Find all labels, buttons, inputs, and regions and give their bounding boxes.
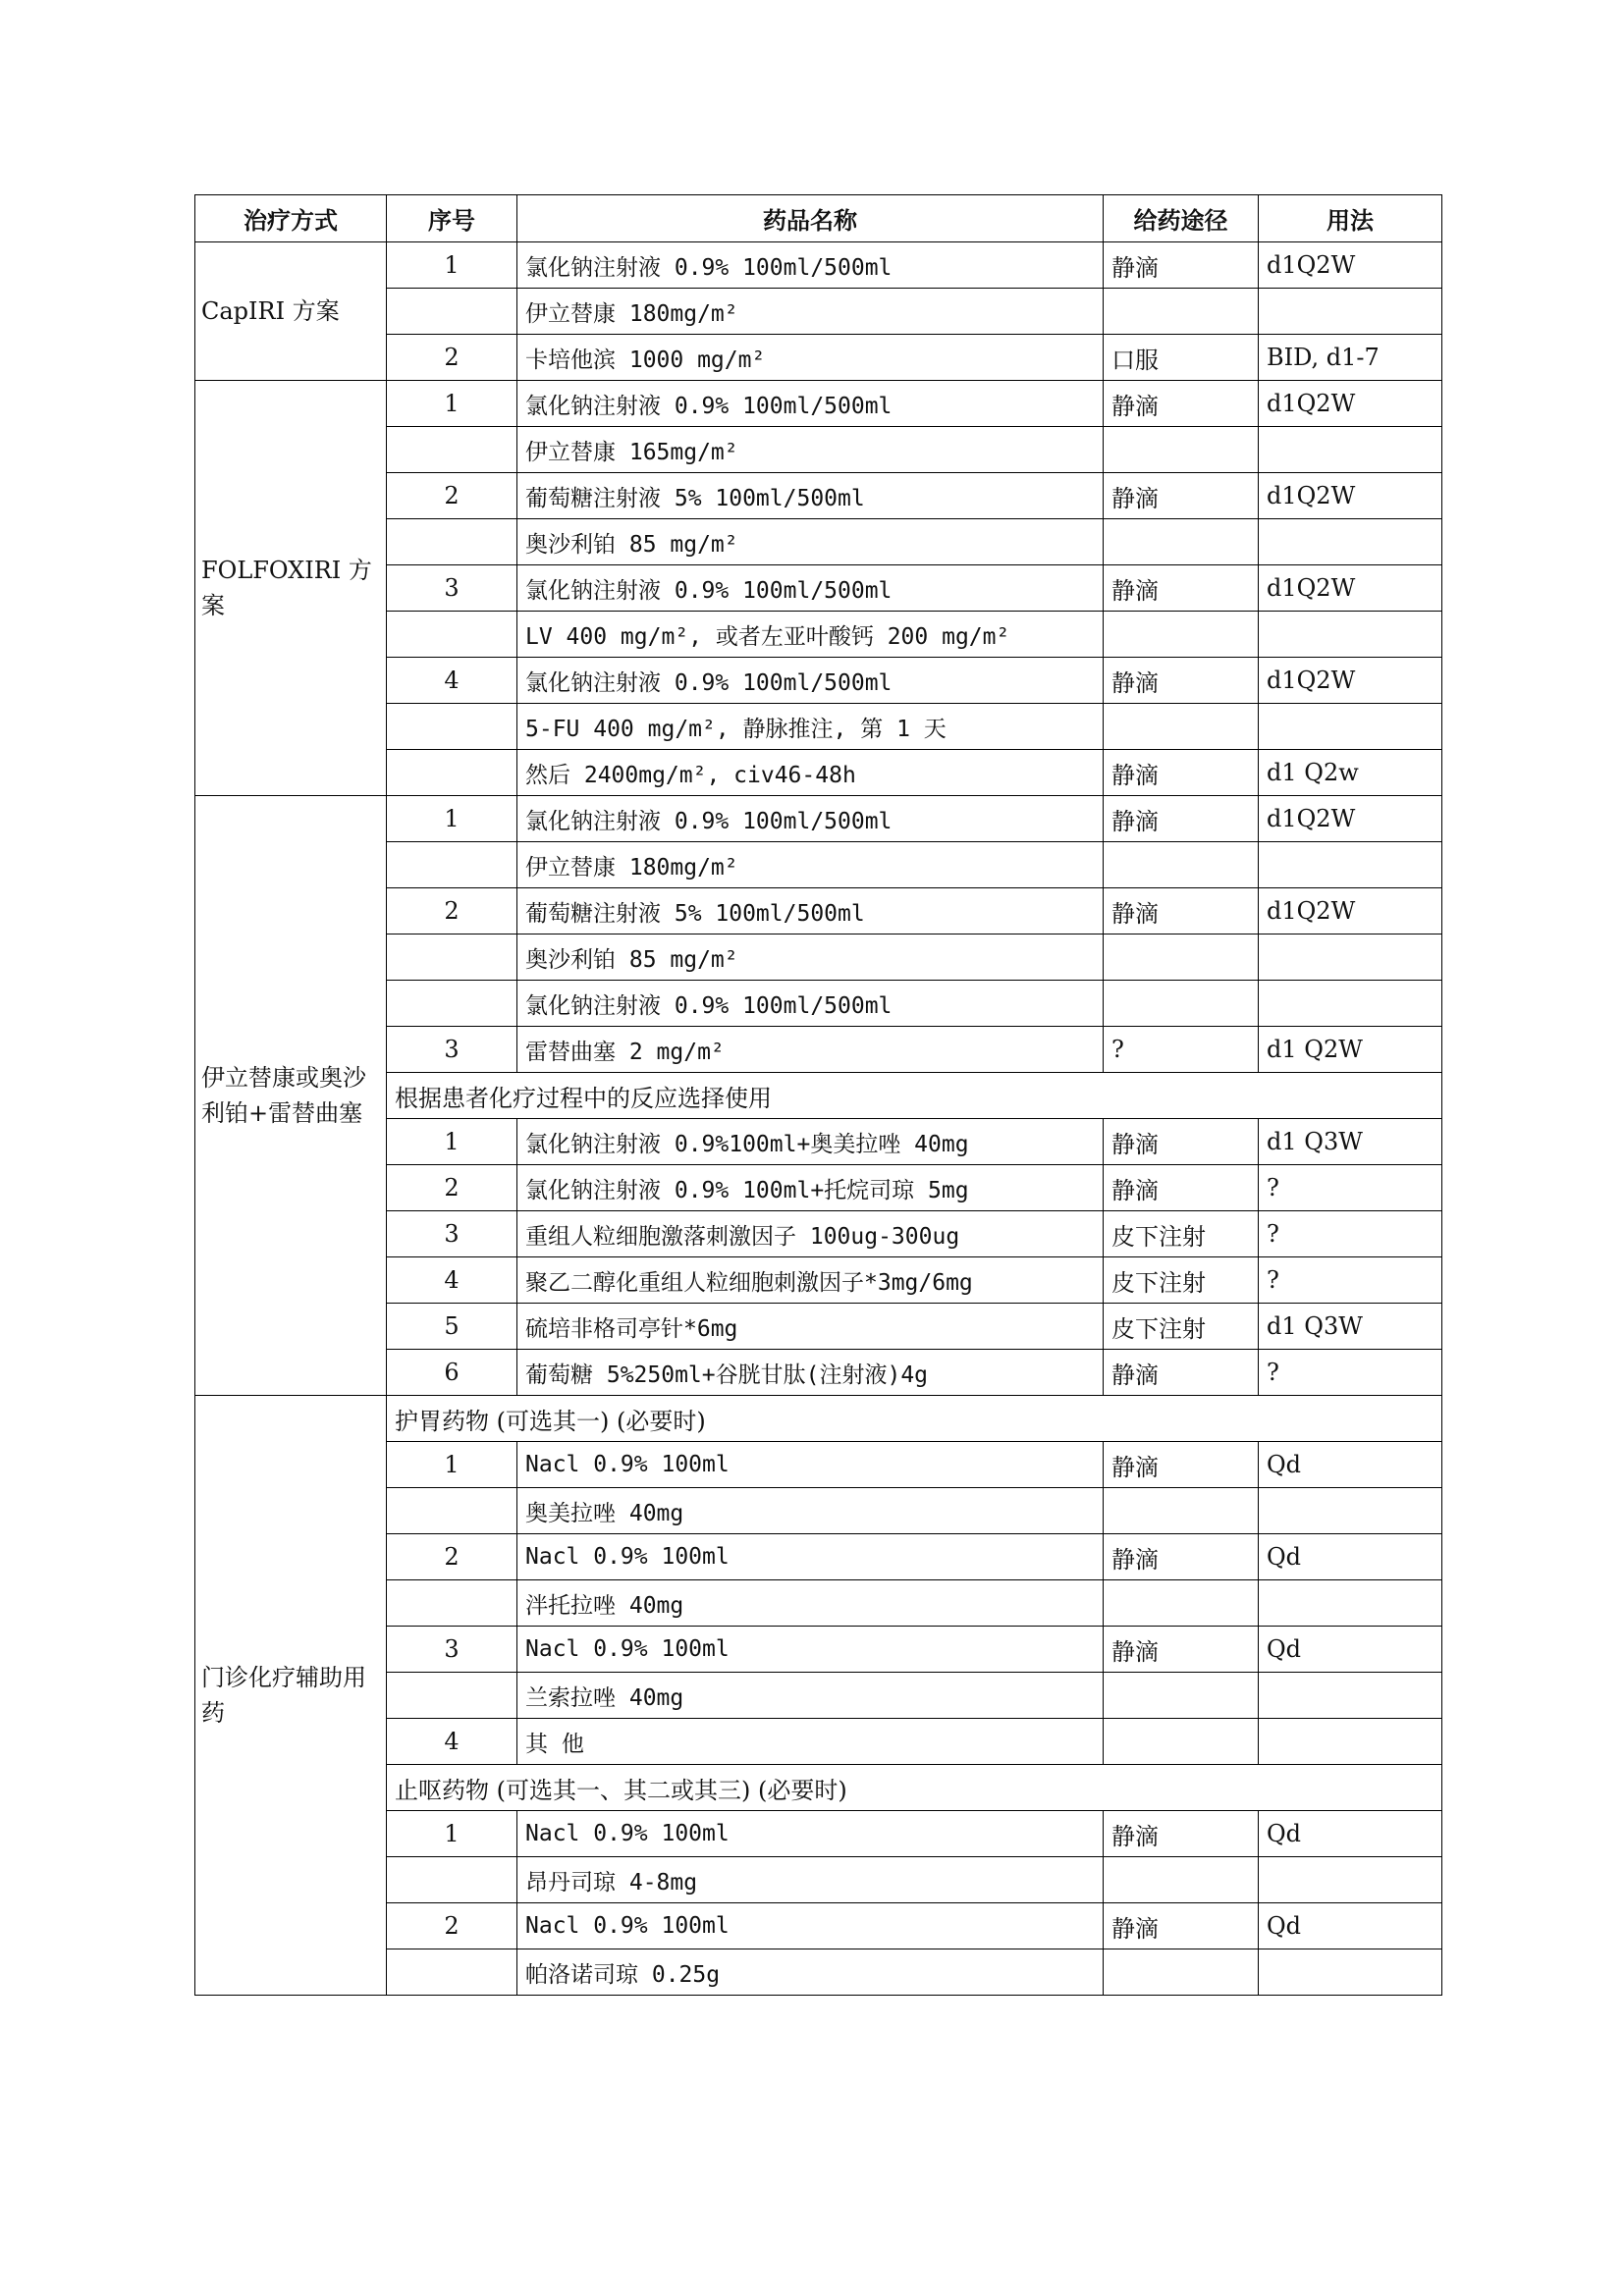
usage-cell: d1 Q2w <box>1259 750 1442 796</box>
usage-cell <box>1259 1857 1442 1903</box>
section-note: 护胃药物 (可选其一) (必要时) <box>387 1396 1442 1442</box>
usage-cell: d1Q2W <box>1259 242 1442 289</box>
drug-name-cell: 伊立替康 180mg/m² <box>517 842 1104 888</box>
seq-cell <box>387 1673 517 1719</box>
drug-name-cell: 重组人粒细胞激落刺激因子 100ug-300ug <box>517 1211 1104 1257</box>
drug-name-cell: 伊立替康 165mg/m² <box>517 427 1104 473</box>
route-cell <box>1104 1857 1259 1903</box>
seq-cell: 4 <box>387 1257 517 1304</box>
drug-name-cell: LV 400 mg/m², 或者左亚叶酸钙 200 mg/m² <box>517 612 1104 658</box>
usage-cell <box>1259 427 1442 473</box>
route-cell <box>1104 934 1259 981</box>
usage-cell <box>1259 704 1442 750</box>
usage-cell: ? <box>1259 1350 1442 1396</box>
seq-cell <box>387 981 517 1027</box>
route-cell: 静滴 <box>1104 1903 1259 1949</box>
usage-cell: d1 Q2W <box>1259 1027 1442 1073</box>
usage-cell: d1Q2W <box>1259 888 1442 934</box>
drug-name-cell: Nacl 0.9% 100ml <box>517 1534 1104 1580</box>
table-row <box>195 242 1442 289</box>
treatment-scheme-cell: FOLFOXIRI 方案 <box>195 381 387 796</box>
seq-cell <box>387 934 517 981</box>
header-seq: 序号 <box>387 195 517 242</box>
usage-cell: Qd <box>1259 1903 1442 1949</box>
route-cell <box>1104 981 1259 1027</box>
drug-name-cell: 5-FU 400 mg/m², 静脉推注, 第 1 天 <box>517 704 1104 750</box>
seq-cell <box>387 704 517 750</box>
drug-name-cell: 帕洛诺司琼 0.25g <box>517 1949 1104 1996</box>
seq-cell <box>387 1488 517 1534</box>
seq-cell: 4 <box>387 1719 517 1765</box>
header-usage: 用法 <box>1259 195 1442 242</box>
drug-name-cell: Nacl 0.9% 100ml <box>517 1627 1104 1673</box>
treatment-scheme-cell: 门诊化疗辅助用药 <box>195 1396 387 1996</box>
route-cell <box>1104 612 1259 658</box>
route-cell: 静滴 <box>1104 1350 1259 1396</box>
seq-cell: 1 <box>387 1811 517 1857</box>
route-cell: 静滴 <box>1104 1534 1259 1580</box>
route-cell: 口服 <box>1104 335 1259 381</box>
drug-name-cell: 氯化钠注射液 0.9%100ml+奥美拉唑 40mg <box>517 1119 1104 1165</box>
seq-cell: 5 <box>387 1304 517 1350</box>
seq-cell: 1 <box>387 242 517 289</box>
route-cell: 静滴 <box>1104 888 1259 934</box>
usage-cell: Qd <box>1259 1442 1442 1488</box>
drug-name-cell: 葡萄糖注射液 5% 100ml/500ml <box>517 888 1104 934</box>
route-cell <box>1104 842 1259 888</box>
seq-cell <box>387 1949 517 1996</box>
route-cell: 皮下注射 <box>1104 1211 1259 1257</box>
route-cell <box>1104 289 1259 335</box>
route-cell <box>1104 1719 1259 1765</box>
seq-cell: 3 <box>387 1211 517 1257</box>
seq-cell: 2 <box>387 888 517 934</box>
drug-name-cell: 氯化钠注射液 0.9% 100ml/500ml <box>517 796 1104 842</box>
route-cell: 静滴 <box>1104 381 1259 427</box>
seq-cell: 2 <box>387 1903 517 1949</box>
seq-cell <box>387 612 517 658</box>
route-cell: 静滴 <box>1104 1811 1259 1857</box>
drug-name-cell: 昂丹司琼 4-8mg <box>517 1857 1104 1903</box>
usage-cell <box>1259 1949 1442 1996</box>
drug-name-cell: 氯化钠注射液 0.9% 100ml/500ml <box>517 658 1104 704</box>
drug-name-cell: 奥沙利铂 85 mg/m² <box>517 519 1104 565</box>
usage-cell: Qd <box>1259 1627 1442 1673</box>
usage-cell: d1Q2W <box>1259 565 1442 612</box>
header-row <box>195 195 1442 242</box>
seq-cell <box>387 1580 517 1627</box>
route-cell: 静滴 <box>1104 1442 1259 1488</box>
seq-cell: 6 <box>387 1350 517 1396</box>
seq-cell: 3 <box>387 1027 517 1073</box>
drug-name-cell: 其 他 <box>517 1719 1104 1765</box>
treatment-scheme-cell: 伊立替康或奥沙利铂+雷替曲塞 <box>195 796 387 1396</box>
seq-cell: 1 <box>387 1442 517 1488</box>
drug-name-cell: 雷替曲塞 2 mg/m² <box>517 1027 1104 1073</box>
usage-cell: d1Q2W <box>1259 796 1442 842</box>
route-cell: 静滴 <box>1104 565 1259 612</box>
seq-cell: 3 <box>387 565 517 612</box>
seq-cell <box>387 289 517 335</box>
route-cell: 静滴 <box>1104 1627 1259 1673</box>
usage-cell <box>1259 842 1442 888</box>
seq-cell: 2 <box>387 1165 517 1211</box>
seq-cell <box>387 842 517 888</box>
usage-cell: Qd <box>1259 1534 1442 1580</box>
route-cell: 静滴 <box>1104 1119 1259 1165</box>
route-cell: 皮下注射 <box>1104 1304 1259 1350</box>
usage-cell <box>1259 1580 1442 1627</box>
seq-cell: 2 <box>387 473 517 519</box>
drug-name-cell: 葡萄糖 5%250ml+谷胱甘肽(注射液)4g <box>517 1350 1104 1396</box>
drug-name-cell: 然后 2400mg/m², civ46-48h <box>517 750 1104 796</box>
header-treatment: 治疗方式 <box>195 195 387 242</box>
table-row <box>195 381 1442 427</box>
usage-cell: ? <box>1259 1257 1442 1304</box>
seq-cell: 3 <box>387 1627 517 1673</box>
usage-cell: ? <box>1259 1165 1442 1211</box>
usage-cell: d1Q2W <box>1259 658 1442 704</box>
usage-cell <box>1259 934 1442 981</box>
table-body <box>195 242 1442 1996</box>
route-cell <box>1104 1673 1259 1719</box>
route-cell <box>1104 704 1259 750</box>
drug-name-cell: 氯化钠注射液 0.9% 100ml/500ml <box>517 381 1104 427</box>
seq-cell <box>387 1857 517 1903</box>
drug-name-cell: 葡萄糖注射液 5% 100ml/500ml <box>517 473 1104 519</box>
usage-cell: Qd <box>1259 1811 1442 1857</box>
route-cell: 静滴 <box>1104 242 1259 289</box>
drug-name-cell: Nacl 0.9% 100ml <box>517 1811 1104 1857</box>
header-drug: 药品名称 <box>517 195 1104 242</box>
drug-name-cell: Nacl 0.9% 100ml <box>517 1903 1104 1949</box>
seq-cell: 2 <box>387 1534 517 1580</box>
usage-cell: d1 Q3W <box>1259 1119 1442 1165</box>
route-cell: 静滴 <box>1104 473 1259 519</box>
drug-name-cell: Nacl 0.9% 100ml <box>517 1442 1104 1488</box>
route-cell <box>1104 1488 1259 1534</box>
route-cell: 静滴 <box>1104 658 1259 704</box>
drug-name-cell: 氯化钠注射液 0.9% 100ml/500ml <box>517 981 1104 1027</box>
seq-cell: 1 <box>387 796 517 842</box>
usage-cell <box>1259 289 1442 335</box>
table-row <box>195 796 1442 842</box>
route-cell: 静滴 <box>1104 1165 1259 1211</box>
drug-name-cell: 奥沙利铂 85 mg/m² <box>517 934 1104 981</box>
usage-cell: d1Q2W <box>1259 473 1442 519</box>
treatment-scheme-cell: CapIRI 方案 <box>195 242 387 381</box>
drug-name-cell: 氯化钠注射液 0.9% 100ml/500ml <box>517 242 1104 289</box>
route-cell: ? <box>1104 1027 1259 1073</box>
usage-cell <box>1259 1488 1442 1534</box>
route-cell: 静滴 <box>1104 750 1259 796</box>
drug-name-cell: 聚乙二醇化重组人粒细胞刺激因子*3mg/6mg <box>517 1257 1104 1304</box>
seq-cell <box>387 519 517 565</box>
seq-cell: 1 <box>387 381 517 427</box>
usage-cell: d1 Q3W <box>1259 1304 1442 1350</box>
route-cell: 皮下注射 <box>1104 1257 1259 1304</box>
drug-name-cell: 氯化钠注射液 0.9% 100ml+托烷司琼 5mg <box>517 1165 1104 1211</box>
header-route: 给药途径 <box>1104 195 1259 242</box>
route-cell <box>1104 1949 1259 1996</box>
usage-cell <box>1259 612 1442 658</box>
seq-cell: 2 <box>387 335 517 381</box>
route-cell: 静滴 <box>1104 796 1259 842</box>
usage-cell: d1Q2W <box>1259 381 1442 427</box>
seq-cell: 4 <box>387 658 517 704</box>
drug-name-cell: 硫培非格司亭针*6mg <box>517 1304 1104 1350</box>
route-cell <box>1104 1580 1259 1627</box>
drug-name-cell: 卡培他滨 1000 mg/m² <box>517 335 1104 381</box>
seq-cell <box>387 427 517 473</box>
seq-cell: 1 <box>387 1119 517 1165</box>
drug-name-cell: 泮托拉唑 40mg <box>517 1580 1104 1627</box>
usage-cell <box>1259 519 1442 565</box>
usage-cell <box>1259 981 1442 1027</box>
drug-name-cell: 兰索拉唑 40mg <box>517 1673 1104 1719</box>
section-note-row <box>195 1396 1442 1442</box>
usage-cell <box>1259 1719 1442 1765</box>
drug-name-cell: 氯化钠注射液 0.9% 100ml/500ml <box>517 565 1104 612</box>
section-note: 止呕药物 (可选其一、其二或其三) (必要时) <box>387 1765 1442 1811</box>
usage-cell: ? <box>1259 1211 1442 1257</box>
seq-cell <box>387 750 517 796</box>
drug-name-cell: 伊立替康 180mg/m² <box>517 289 1104 335</box>
section-note: 根据患者化疗过程中的反应选择使用 <box>387 1073 1442 1119</box>
drug-name-cell: 奥美拉唑 40mg <box>517 1488 1104 1534</box>
regimen-table <box>194 194 1442 1996</box>
route-cell <box>1104 427 1259 473</box>
route-cell <box>1104 519 1259 565</box>
usage-cell <box>1259 1673 1442 1719</box>
usage-cell: BID, d1-7 <box>1259 335 1442 381</box>
